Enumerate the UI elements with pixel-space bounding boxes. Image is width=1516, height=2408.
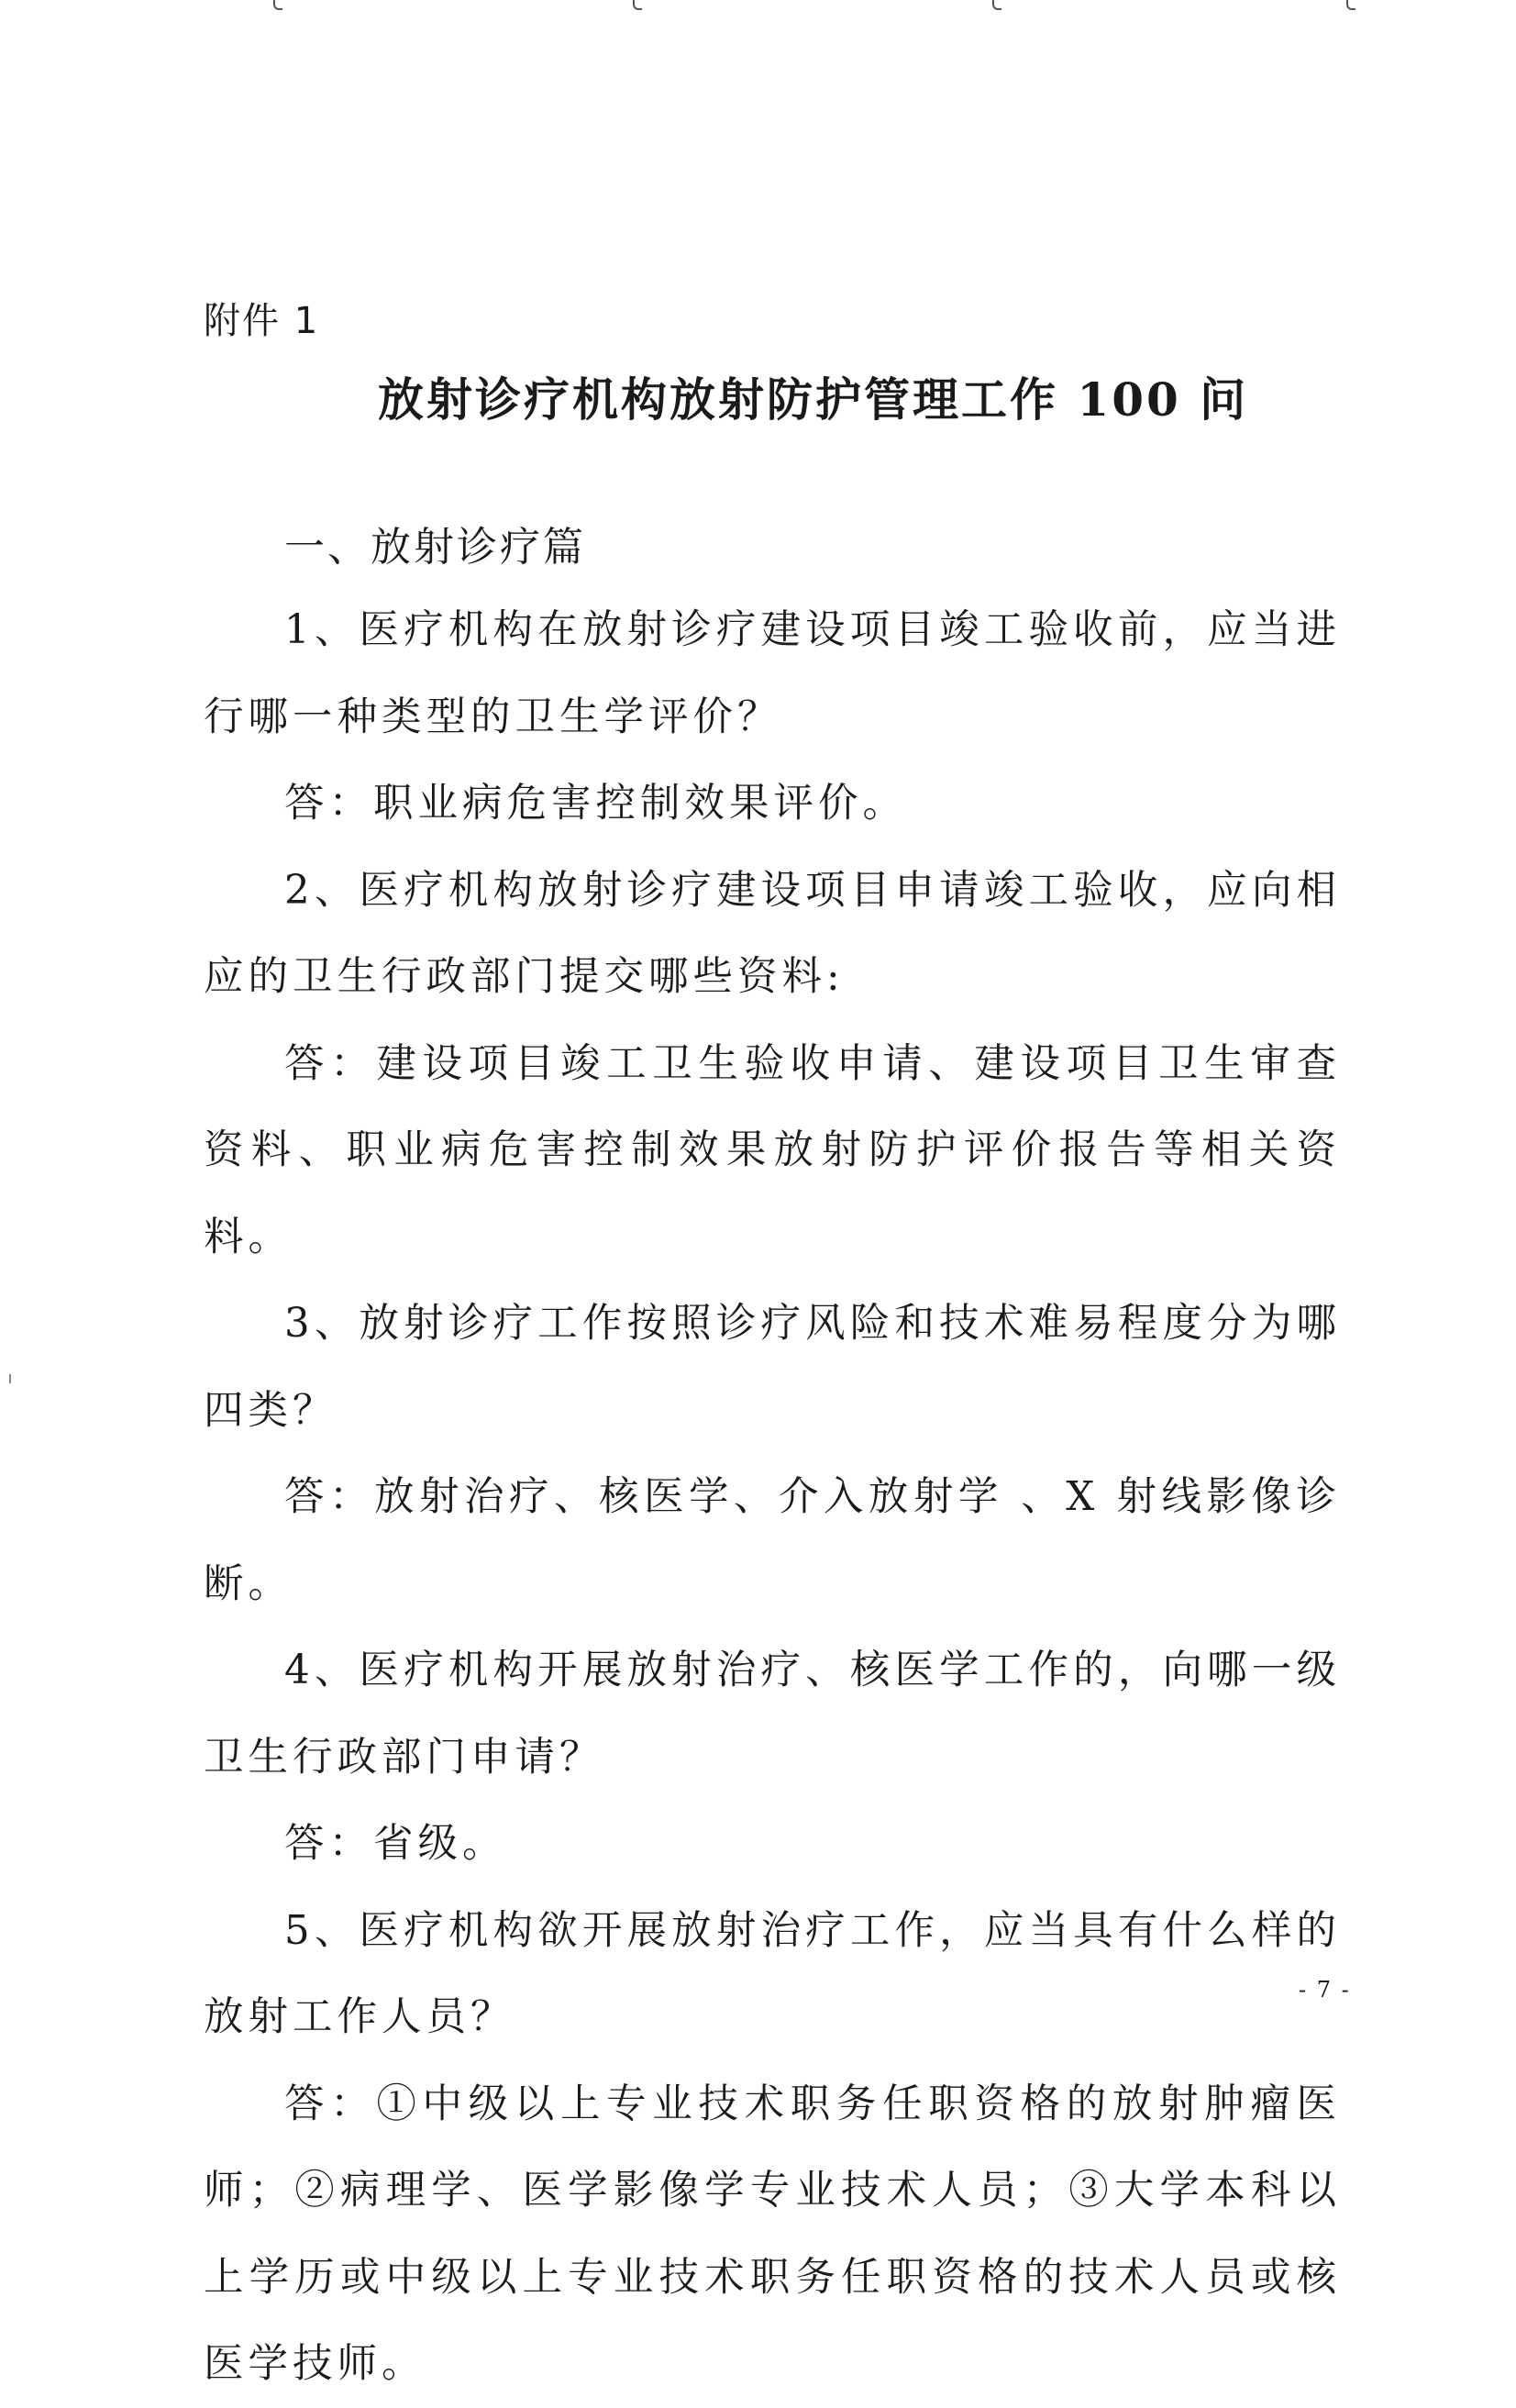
scan-edge-marks xyxy=(0,0,1516,13)
scan-mark xyxy=(992,0,1001,10)
scan-mark xyxy=(273,0,282,10)
question-3: 3、放射诊疗工作按照诊疗风险和技术难易程度分为哪四类？ xyxy=(204,1301,1341,1434)
document-body xyxy=(204,587,1341,2408)
question-4: 4、医疗机构开展放射治疗、核医学工作的，向哪一级卫生行政部门申请？ xyxy=(204,1648,1341,1781)
attachment-label: 附件 1 xyxy=(204,300,320,342)
scan-mark xyxy=(1346,0,1356,10)
answer-5: 答：①中级以上专业技术职务任职资格的放射肿瘤医师；②病理学、医学影像学专业技术人员；③大学本科以上学历或中级以上专业技术职务任职资格的技术人员或核医学技师。 xyxy=(204,2081,1341,2387)
page-number: - 7 - xyxy=(1299,1977,1351,2003)
section-heading: 一、放射诊疗篇 xyxy=(284,524,586,571)
document-title: 放射诊疗机构放射防护管理工作 100 问 xyxy=(378,372,1249,427)
question-1: 1、医疗机构在放射诊疗建设项目竣工验收前，应当进行哪一种类型的卫生学评价？ xyxy=(204,607,1341,740)
margin-mark xyxy=(9,1374,11,1383)
answer-3: 答：放射治疗、核医学、介入放射学 、X 射线影像诊断。 xyxy=(204,1474,1341,1607)
answer-4: 答：省级。 xyxy=(284,1821,507,1867)
answer-1: 答：职业病危害控制效果评价。 xyxy=(284,781,907,827)
question-5: 5、医疗机构欲开展放射治疗工作，应当具有什么样的放射工作人员？ xyxy=(204,1907,1341,2040)
question-2: 2、医疗机构放射诊疗建设项目申请竣工验收，应向相应的卫生行政部门提交哪些资料: xyxy=(204,867,1341,1000)
scan-mark xyxy=(633,0,642,10)
answer-2: 答：建设项目竣工卫生验收申请、建设项目卫生审查资料、职业病危害控制效果放射防护评价报告等相关资料。 xyxy=(204,1040,1341,1260)
